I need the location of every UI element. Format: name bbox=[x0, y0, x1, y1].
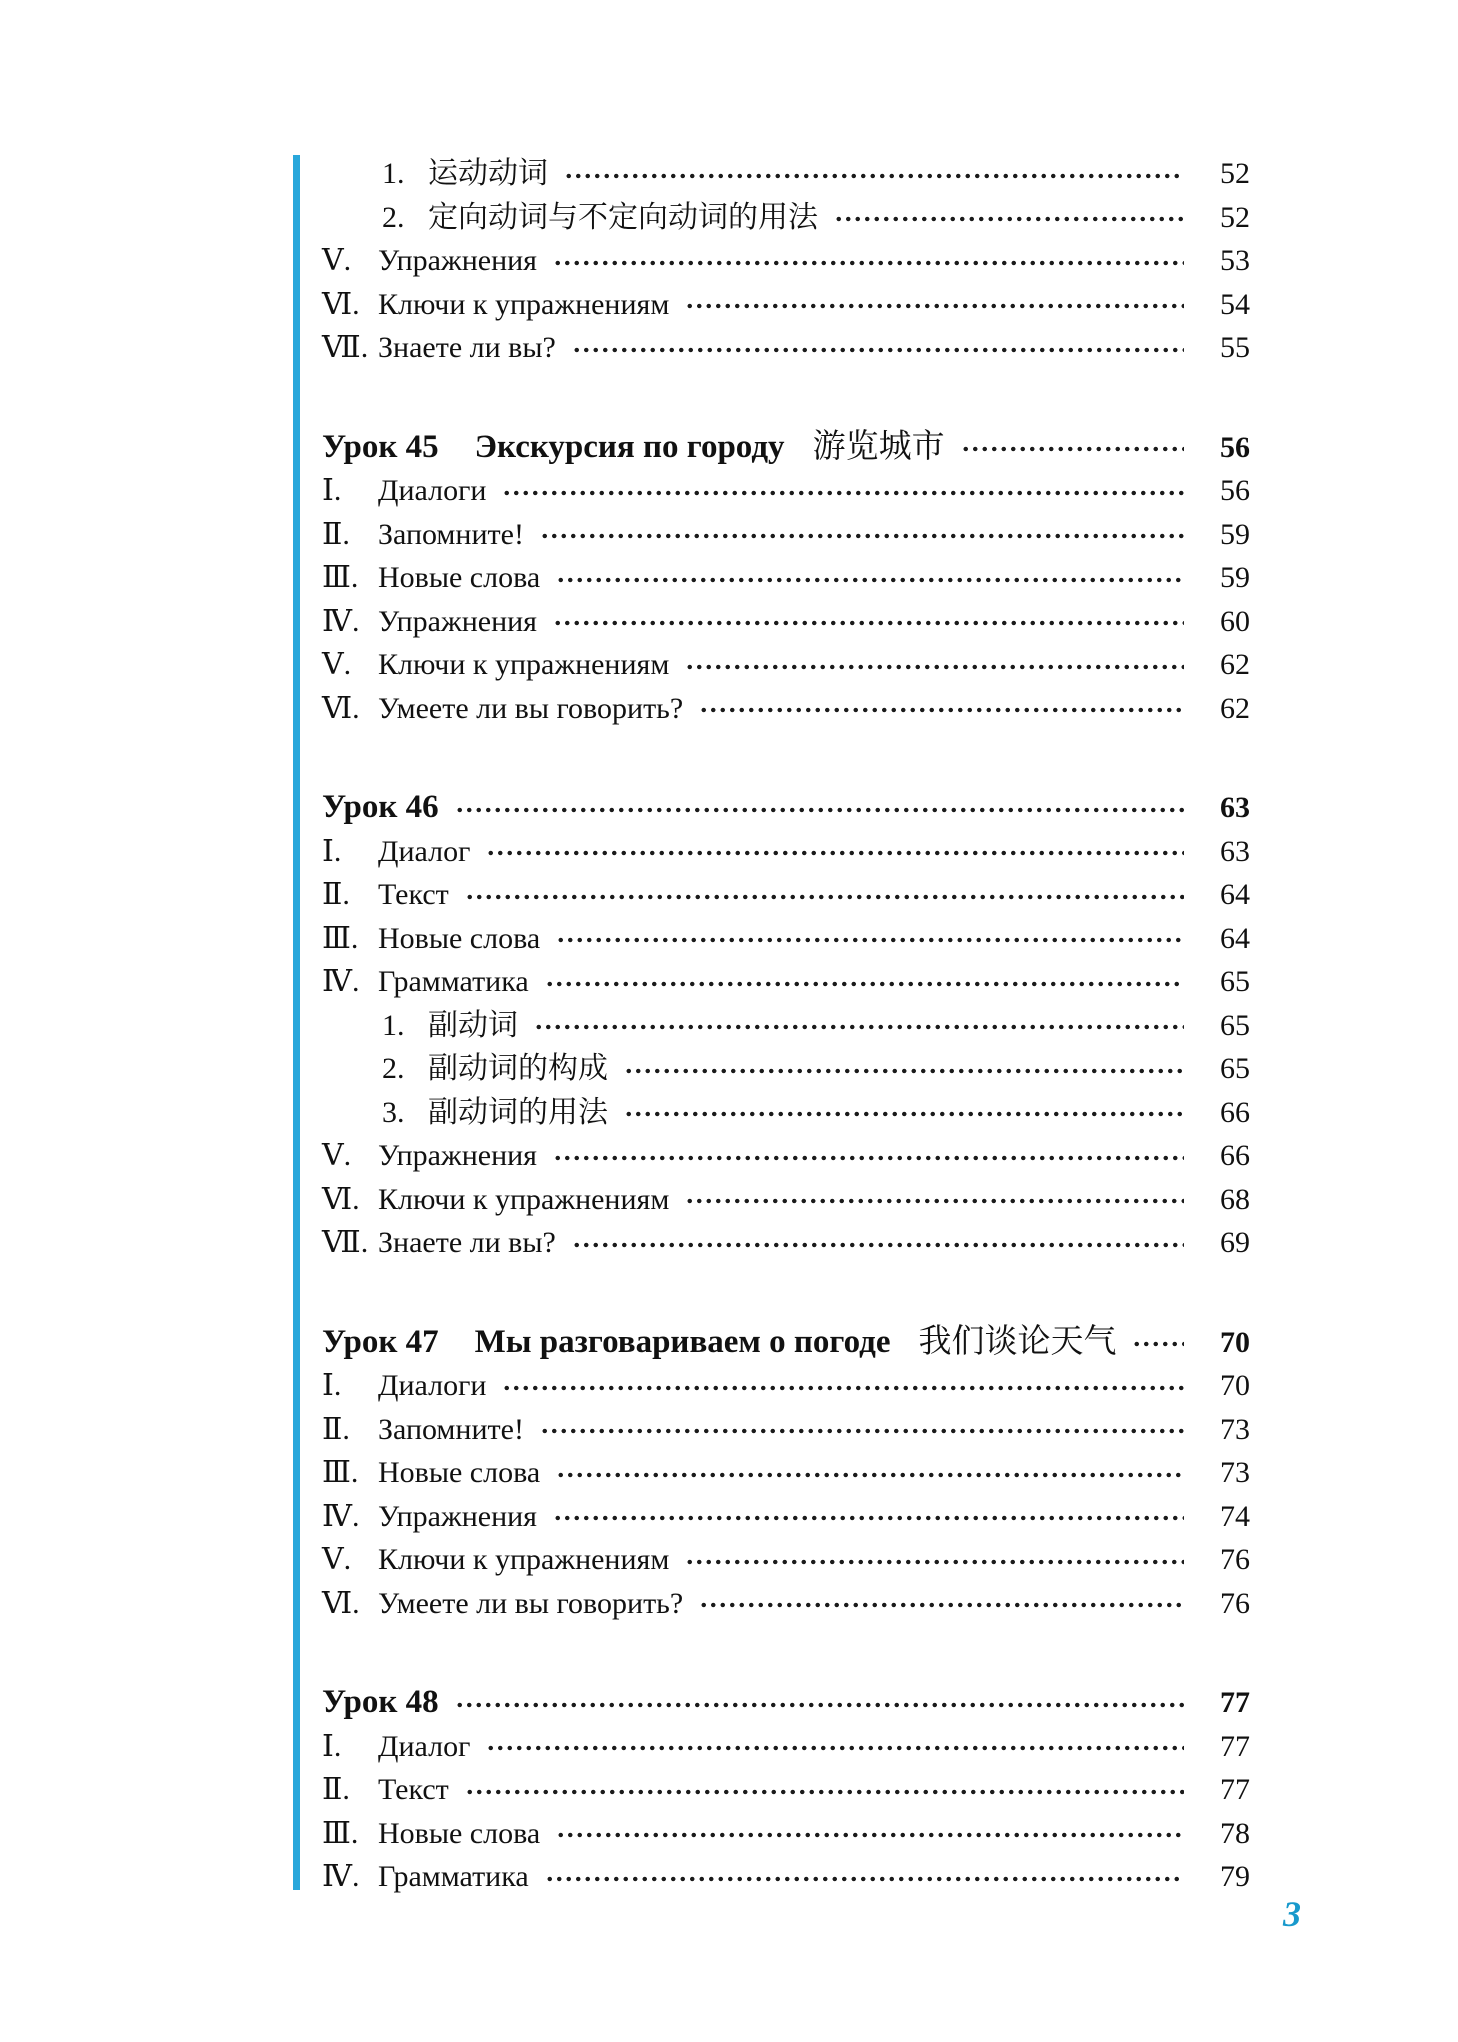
toc-entry-number: Ⅳ. bbox=[322, 1860, 360, 1893]
dotted-leader bbox=[553, 1513, 1184, 1523]
toc-entry-page: 69 bbox=[1220, 1226, 1250, 1259]
toc-content bbox=[322, 152, 1250, 1899]
dotted-leader bbox=[1132, 1339, 1184, 1349]
toc-entry-number: Ⅴ. bbox=[322, 648, 352, 681]
dotted-leader bbox=[465, 1787, 1184, 1797]
toc-entry-number: Ⅱ. bbox=[322, 517, 350, 551]
toc-entry bbox=[322, 1768, 1250, 1812]
toc-entry-number: Ⅱ. bbox=[322, 1773, 350, 1806]
lesson-title: Урок 45 bbox=[322, 428, 439, 465]
toc-entry-label: Ключи к упражнениям bbox=[378, 1543, 670, 1576]
toc-entry-label: Упражнения bbox=[378, 604, 537, 638]
toc-entry-page: 63 bbox=[1220, 834, 1250, 868]
toc-entry bbox=[322, 556, 1250, 600]
toc-section bbox=[322, 426, 1250, 731]
toc-entry-label: Знаете ли вы? bbox=[378, 1226, 556, 1259]
toc-entry-label: Грамматика bbox=[378, 1860, 529, 1893]
toc-entry-page: 62 bbox=[1220, 691, 1250, 725]
toc-entry-label: Упражнения bbox=[378, 1499, 537, 1533]
toc-entry-number: Ⅲ. bbox=[322, 1456, 359, 1489]
dotted-leader bbox=[540, 1426, 1184, 1436]
toc-entry bbox=[322, 283, 1250, 327]
toc-entry bbox=[322, 196, 1250, 240]
toc-entry-number: 1. bbox=[382, 157, 405, 190]
toc-entry bbox=[322, 1855, 1250, 1899]
toc-entry-number: Ⅰ. bbox=[322, 474, 342, 507]
toc-section-header bbox=[322, 426, 1250, 470]
toc-entry bbox=[322, 600, 1250, 644]
toc-entry-label: Упражнения bbox=[378, 1139, 537, 1172]
dotted-leader bbox=[545, 1874, 1184, 1884]
toc-entry-number: Ⅵ. bbox=[322, 1182, 360, 1216]
toc-entry-label: Новые слова bbox=[378, 561, 541, 594]
toc-entry-label: Диалог bbox=[378, 834, 471, 868]
toc-entry bbox=[322, 1538, 1250, 1582]
toc-entry bbox=[322, 513, 1250, 557]
dotted-leader bbox=[685, 662, 1184, 672]
dotted-leader bbox=[556, 935, 1184, 945]
toc-entry-number: Ⅴ. bbox=[322, 1139, 352, 1172]
toc-entry bbox=[322, 1364, 1250, 1408]
toc-entry-number: Ⅶ. bbox=[322, 1226, 369, 1259]
toc-entry-page: 65 bbox=[1220, 1052, 1250, 1085]
toc-entry-page: 64 bbox=[1220, 878, 1250, 911]
toc-entry-label: Умеете ли вы говорить? bbox=[378, 691, 684, 725]
dotted-leader bbox=[572, 1240, 1184, 1250]
toc-entry-page: 59 bbox=[1220, 517, 1250, 551]
dotted-leader bbox=[486, 1743, 1184, 1753]
toc-entry-page: 64 bbox=[1220, 921, 1250, 955]
dotted-leader bbox=[556, 1830, 1184, 1840]
toc-entry-page: 74 bbox=[1220, 1499, 1250, 1533]
toc-entry-page: 68 bbox=[1220, 1182, 1250, 1216]
dotted-leader bbox=[486, 848, 1184, 858]
toc-section bbox=[322, 152, 1250, 370]
toc-entry-page: 73 bbox=[1220, 1456, 1250, 1489]
dotted-leader bbox=[685, 301, 1184, 311]
dotted-leader bbox=[553, 1153, 1184, 1163]
toc-entry bbox=[322, 1408, 1250, 1452]
toc-entry-page: 78 bbox=[1220, 1816, 1250, 1850]
lesson-title: Урок 46 bbox=[322, 789, 439, 825]
toc-entry-number: Ⅱ. bbox=[322, 878, 350, 911]
lesson-subtitle-chinese: 我们谈论天气 bbox=[918, 1323, 1117, 1360]
toc-entry-label: Новые слова bbox=[378, 1456, 541, 1489]
toc-entry-label: Текст bbox=[378, 878, 449, 911]
dotted-leader bbox=[834, 214, 1184, 224]
toc-entry-label: 定向动词与不定向动词的用法 bbox=[428, 200, 818, 234]
toc-entry-number: Ⅳ. bbox=[322, 1499, 360, 1533]
toc-section-header bbox=[322, 1681, 1250, 1725]
toc-entry-number: Ⅳ. bbox=[322, 965, 360, 998]
toc-entry-page: 53 bbox=[1220, 244, 1250, 277]
toc-entry-label: Грамматика bbox=[378, 965, 529, 998]
toc-entry-label: Запомните! bbox=[378, 517, 524, 551]
toc-entry-number: Ⅰ. bbox=[322, 1369, 342, 1402]
toc-entry-label: Ключи к упражнениям bbox=[378, 648, 670, 681]
toc-entry-number: Ⅳ. bbox=[322, 604, 360, 638]
toc-entry bbox=[322, 1495, 1250, 1539]
toc-entry-number: Ⅶ. bbox=[322, 331, 369, 364]
toc-entry-page: 66 bbox=[1220, 1095, 1250, 1129]
toc-entry bbox=[322, 687, 1250, 731]
dotted-leader bbox=[502, 488, 1184, 498]
dotted-leader bbox=[624, 1109, 1184, 1119]
toc-entry bbox=[322, 1004, 1250, 1048]
dotted-leader bbox=[685, 1557, 1184, 1567]
lesson-title: Урок 47 bbox=[322, 1323, 439, 1360]
toc-entry-page: 62 bbox=[1220, 648, 1250, 681]
dotted-leader bbox=[455, 1700, 1184, 1710]
lesson-subtitle-russian: Экскурсия по городу bbox=[474, 428, 785, 465]
toc-entry-page: 66 bbox=[1220, 1139, 1250, 1172]
toc-entry-page: 77 bbox=[1220, 1729, 1250, 1763]
toc-entry-number: Ⅴ. bbox=[322, 1543, 352, 1576]
toc-section bbox=[322, 786, 1250, 1265]
toc-entry-label: Умеете ли вы говорить? bbox=[378, 1586, 684, 1620]
toc-entry-label: Новые слова bbox=[378, 921, 541, 955]
dotted-leader bbox=[455, 805, 1184, 815]
toc-entry bbox=[322, 873, 1250, 917]
lesson-subtitle-chinese: 游览城市 bbox=[812, 428, 945, 465]
toc-entry bbox=[322, 1047, 1250, 1091]
toc-entry bbox=[322, 643, 1250, 687]
toc-entry-number: Ⅲ. bbox=[322, 1816, 359, 1850]
toc-entry-number: Ⅵ. bbox=[322, 1586, 360, 1620]
toc-entry bbox=[322, 917, 1250, 961]
dotted-leader bbox=[564, 171, 1184, 181]
page-number: 3 bbox=[1283, 1894, 1301, 1934]
dotted-leader bbox=[553, 258, 1184, 268]
toc-entry-page: 56 bbox=[1220, 430, 1250, 464]
dotted-leader bbox=[961, 444, 1184, 454]
toc-entry-label: Диалог bbox=[378, 1729, 471, 1763]
lesson-title: Урок 48 bbox=[322, 1684, 439, 1720]
dotted-leader bbox=[556, 575, 1184, 585]
dotted-leader bbox=[540, 531, 1184, 541]
toc-entry bbox=[322, 1451, 1250, 1495]
toc-entry-page: 76 bbox=[1220, 1586, 1250, 1620]
toc-entry-page: 52 bbox=[1220, 200, 1250, 234]
toc-entry-page: 70 bbox=[1220, 1369, 1250, 1402]
left-accent-rule bbox=[293, 155, 300, 1890]
toc-entry-page: 55 bbox=[1220, 331, 1250, 364]
toc-entry-label: Ключи к упражнениям bbox=[378, 1182, 670, 1216]
dotted-leader bbox=[572, 345, 1184, 355]
toc-entry-label: Диалоги bbox=[378, 474, 487, 507]
dotted-leader bbox=[502, 1383, 1184, 1393]
toc-entry-page: 63 bbox=[1220, 791, 1250, 824]
lesson-subtitle-russian: Мы разговариваем о погоде bbox=[474, 1323, 891, 1360]
toc-entry-label: 副动词的用法 bbox=[428, 1095, 608, 1129]
dotted-leader bbox=[534, 1022, 1184, 1032]
toc-entry-label: Упражнения bbox=[378, 244, 537, 277]
toc-entry-number: 1. bbox=[382, 1008, 405, 1042]
toc-entry-page: 77 bbox=[1220, 1773, 1250, 1806]
toc-entry bbox=[322, 960, 1250, 1004]
toc-entry-number: 2. bbox=[382, 1052, 405, 1085]
toc-entry-label: Знаете ли вы? bbox=[378, 331, 556, 364]
toc-entry-page: 59 bbox=[1220, 561, 1250, 594]
toc-entry-page: 70 bbox=[1220, 1325, 1250, 1359]
toc-section-header bbox=[322, 786, 1250, 830]
dotted-leader bbox=[699, 705, 1184, 715]
toc-entry-label: 运动动词 bbox=[428, 157, 548, 190]
toc-entry-label: 副动词的构成 bbox=[428, 1052, 608, 1085]
toc-entry-page: 77 bbox=[1220, 1686, 1250, 1719]
toc-entry bbox=[322, 1812, 1250, 1856]
toc-section bbox=[322, 1321, 1250, 1626]
toc-entry bbox=[322, 239, 1250, 283]
toc-entry-number: 2. bbox=[382, 200, 405, 234]
toc-entry-page: 73 bbox=[1220, 1412, 1250, 1446]
toc-entry-page: 79 bbox=[1220, 1860, 1250, 1893]
toc-section-header bbox=[322, 1321, 1250, 1365]
toc-entry-page: 52 bbox=[1220, 157, 1250, 190]
toc-entry-label: Диалоги bbox=[378, 1369, 487, 1402]
toc-entry bbox=[322, 1725, 1250, 1769]
toc-entry-page: 65 bbox=[1220, 965, 1250, 998]
toc-entry bbox=[322, 830, 1250, 874]
toc-entry-number: Ⅵ. bbox=[322, 691, 360, 725]
toc-entry-label: Новые слова bbox=[378, 1816, 541, 1850]
toc-entry-number: Ⅲ. bbox=[322, 561, 359, 594]
dotted-leader bbox=[465, 892, 1184, 902]
dotted-leader bbox=[553, 618, 1184, 628]
toc-entry bbox=[322, 326, 1250, 370]
toc-entry-number: Ⅰ. bbox=[322, 1729, 342, 1763]
toc-entry bbox=[322, 1221, 1250, 1265]
dotted-leader bbox=[624, 1066, 1184, 1076]
toc-entry-page: 60 bbox=[1220, 604, 1250, 638]
toc-entry-page: 65 bbox=[1220, 1008, 1250, 1042]
toc-entry bbox=[322, 1134, 1250, 1178]
toc-entry-label: Запомните! bbox=[378, 1412, 524, 1446]
toc-entry-number: Ⅵ. bbox=[322, 287, 360, 321]
toc-entry-number: Ⅴ. bbox=[322, 244, 352, 277]
toc-entry bbox=[322, 1091, 1250, 1135]
toc-entry bbox=[322, 152, 1250, 196]
dotted-leader bbox=[545, 979, 1184, 989]
toc-entry-number: Ⅰ. bbox=[322, 834, 342, 868]
dotted-leader bbox=[556, 1470, 1184, 1480]
toc-entry-number: 3. bbox=[382, 1095, 405, 1129]
toc-entry-label: Текст bbox=[378, 1773, 449, 1806]
toc-entry-page: 56 bbox=[1220, 474, 1250, 507]
dotted-leader bbox=[685, 1196, 1184, 1206]
toc-entry-number: Ⅱ. bbox=[322, 1412, 350, 1446]
dotted-leader bbox=[699, 1600, 1184, 1610]
toc-entry-label: Ключи к упражнениям bbox=[378, 287, 670, 321]
toc-section bbox=[322, 1681, 1250, 1899]
toc-entry-page: 54 bbox=[1220, 287, 1250, 321]
toc-entry bbox=[322, 1178, 1250, 1222]
toc-entry-number: Ⅲ. bbox=[322, 921, 359, 955]
toc-entry-page: 76 bbox=[1220, 1543, 1250, 1576]
toc-entry bbox=[322, 1582, 1250, 1626]
toc-entry-label: 副动词 bbox=[428, 1008, 518, 1042]
toc-entry bbox=[322, 469, 1250, 513]
